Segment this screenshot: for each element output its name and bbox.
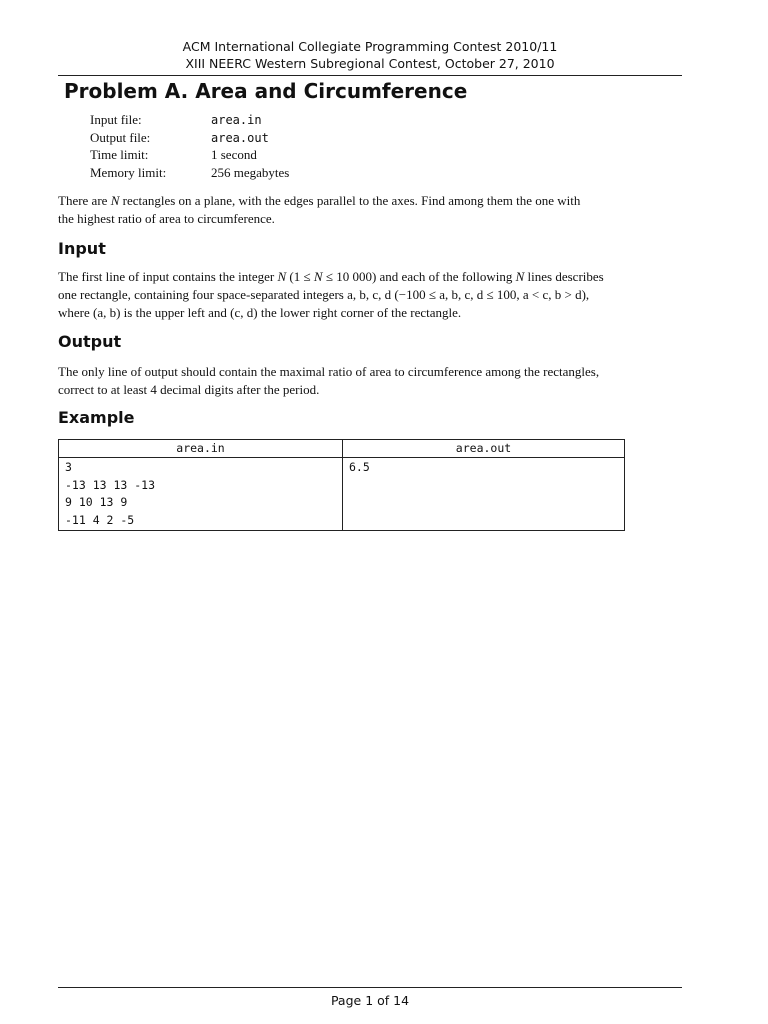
memory-limit-row: [90, 164, 289, 182]
time-limit-value: 1 second: [211, 147, 257, 162]
output-paragraph: [58, 363, 684, 399]
example-input-cell: [59, 458, 343, 531]
output-file-row: [90, 129, 289, 147]
input-file-label: Input file:: [90, 112, 142, 127]
input-file-row: [90, 111, 289, 129]
page-number: Page 1 of 14: [330, 993, 410, 1008]
example-input-line: -13 13 13 -13: [65, 477, 156, 492]
example-output-line: 6.5: [349, 460, 370, 474]
header-rule: [58, 75, 682, 76]
output-file-value: area.out: [211, 130, 269, 145]
input-heading: Input: [58, 239, 106, 258]
input-line-3: where (a, b) is the upper left and (c, d) the lower right corner of the rectangle.: [58, 305, 462, 320]
input-paragraph: [58, 268, 684, 322]
input-file-value: area.in: [211, 113, 262, 127]
example-output-cell: [343, 458, 625, 531]
input-line-1: The first line of input contains the integer N (1 ≤ N ≤ 10 000) and each of the following N lines describes: [58, 269, 604, 284]
example-input-line: 9 10 13 9: [65, 495, 128, 509]
example-data-row: [59, 458, 625, 531]
contest-header-line2: XIII NEERC Western Subregional Contest, October 27, 2010: [185, 56, 555, 71]
problem-title: Problem A. Area and Circumference: [64, 79, 468, 103]
example-input-line: -11 4 2 -5: [65, 512, 135, 527]
time-limit-label: Time limit:: [90, 147, 149, 162]
example-input-header: area.in: [59, 440, 343, 458]
example-header-row: [59, 440, 625, 458]
example-heading: Example: [58, 408, 135, 427]
memory-limit-label: Memory limit:: [90, 164, 167, 180]
memory-limit-value: 256 megabytes: [211, 164, 290, 180]
intro-line-2: the highest ratio of area to circumference.: [58, 211, 275, 226]
output-file-label: Output file:: [90, 129, 151, 145]
limits-block: [90, 111, 289, 181]
example-input-line: 3: [65, 460, 72, 474]
contest-header-line1: ACM International Collegiate Programming Contest 2010/11: [182, 39, 558, 54]
output-line-1: The only line of output should contain the maximal ratio of area to circumference among the rectangles,: [58, 364, 600, 379]
intro-paragraph: [58, 192, 684, 228]
example-output-header: area.out: [343, 440, 625, 458]
example-table: [58, 439, 625, 531]
intro-line-1: There are N rectangles on a plane, with the edges parallel to the axes. Find among them the one with: [58, 193, 581, 208]
output-line-2: correct to at least 4 decimal digits after the period.: [58, 382, 320, 397]
footer-rule: [58, 987, 682, 988]
output-heading: Output: [58, 332, 122, 351]
input-line-2: one rectangle, containing four space-separated integers a, b, c, d (−100 ≤ a, b, c, d ≤ 100, a < c, b > d),: [58, 287, 590, 302]
time-limit-row: [90, 146, 289, 164]
